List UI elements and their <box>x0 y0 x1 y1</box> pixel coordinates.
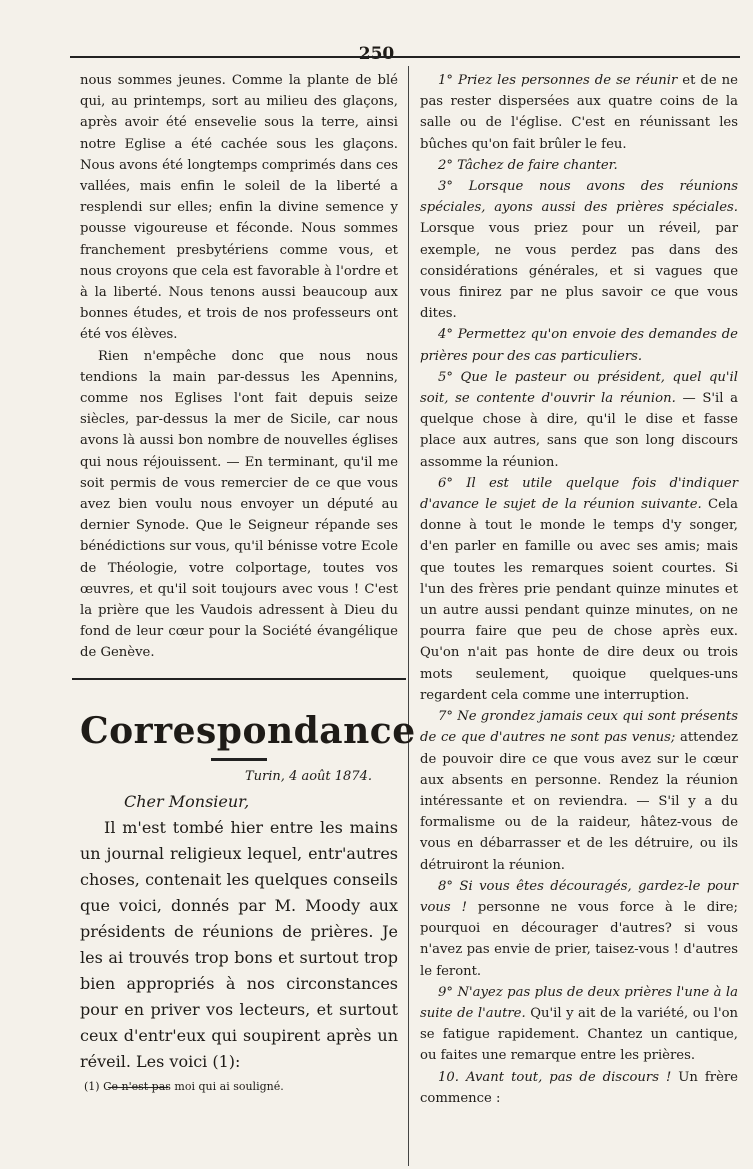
tip-text: personne ne vous force à le dire; pourquoi en décourager d'autres? si vous n'avez pas envie de prier, taisez-vous ! d'autres le feront. <box>420 899 738 979</box>
tip-4 <box>420 324 738 366</box>
tip-text: — S'il a quelque chose à dire, qu'il le dise et fasse place aux autres, sans que son long discours assomme la réunion. <box>420 391 738 470</box>
tip-8 <box>420 876 738 982</box>
tip-lead: 7° Ne grondez jamais ceux qui sont présents de ce que d'autres ne sont pas venus; <box>420 709 738 746</box>
tip-lead: 4° Permettez qu'on envoie des demandes de prières pour des cas particuliers. <box>420 327 738 364</box>
tip-text: Cela donne à tout le monde le temps d'y songer, d'en parler en famille ou avec ses amis; mais que toutes les remarques soient courtes. Si l'un des frères prie pendant quinze minutes et un autre aussi pendant quinze minutes, on ne pourra faire que peu de chose après eux. Qu'on n'ait pas honte de dire deux ou trois mots seulement, quoique quelques-uns regardent cela comme une interruption. <box>420 497 738 703</box>
tip-lead: 8° Si vous êtes découragés, gardez-le pour vous ! <box>420 878 738 915</box>
tip-lead: 5° Que le pasteur ou président, quel qu'il soit, se contente d'ouvrir la réunion. <box>420 369 738 407</box>
column-divider <box>408 66 409 1166</box>
section-title: Correspondance <box>80 709 416 752</box>
section-rule <box>72 678 406 680</box>
title-ornament <box>211 758 267 761</box>
footnote: (1) Ce n'est pas moi qui ai souligné. <box>84 1079 284 1093</box>
letter-body: Il m'est tombé hier entre les mains un journal religieux lequel, entr'autres choses, contenait les quelques conseils que voici, donnés par M. Moody aux présidents de réunions de prières. Je les ai trouvés trop bons et surtout trop bien appropriés à nos circonstances pour en priver vos lecteurs, et surtout ceux d'entr'eux qui soupirent après un réveil. Les voici (1): <box>80 817 398 1071</box>
tip-text: et de ne pas rester dispersées aux quatre coins de la salle ou de l'église. C'est en réunissant les bûches qu'on fait brûler le feu. <box>420 73 738 152</box>
paragraph-2: Rien n'empêche donc que nous nous tendions la main par-dessus les Apennins, comme nos Eglises l'ont fait depuis seize siècles, par-dessus la mer de Sicile, car nous avons là aussi bon nombre de nouvelles églises qui nous réjouissent. — En terminant, qu'il me soit permis de vous remercier de ce que vous avez bien voulu nous envoyer un député au dernier Synode. Que le Seigneur répande ses bénédictions sur vous, qu'il bénisse votre Ecole de Théologie, votre colportage, toutes vos œuvres, et qu'il soit toujours avec vous ! C'est la prière que les Vaudois adressent à Dieu du fond de leur cœur pour la Société évangélique de Genève. <box>80 348 398 661</box>
salutation: Cher Monsieur, <box>124 791 250 811</box>
tip-lead: 2° Tâchez de faire chanter. <box>438 157 618 173</box>
right-column <box>420 70 738 1109</box>
tip-lead: 3° Lorsque nous avons des réunions spéciales, ayons aussi des prières spéciales. <box>420 179 738 216</box>
tip-3 <box>420 176 738 324</box>
header-rule <box>70 56 740 58</box>
tip-text: Un frère commence : <box>420 1069 738 1106</box>
dateline: Turin, 4 août 1874. <box>245 768 372 784</box>
tip-2 <box>420 155 738 176</box>
page-number: 250 <box>358 44 395 64</box>
tip-text: attendez de pouvoir dire ce que vous avez sur le cœur aux absents en personne. Rendez la réunion intéressante et on reviendra. — S'il y a du formalisme ou de la raideur, hâtez-vous de vous en débarrasser et de les détruire, ou ils détruiront la réunion. <box>420 730 738 873</box>
tip-5 <box>420 367 738 473</box>
tip-lead: 6° Il est utile quelque fois d'indiquer d'avance le sujet de la réunion suivante. <box>420 475 738 513</box>
tip-1 <box>420 70 738 155</box>
tip-lead: 9° N'ayez pas plus de deux prières l'une à la suite de l'autre. <box>420 984 738 1021</box>
tip-lead: 1° Priez les personnes de se réunir <box>438 73 678 88</box>
paragraph-1: nous sommes jeunes. Comme la plante de blé qui, au printemps, sort au milieu des glaçons, après avoir été ensevelie sous la terre, ainsi notre Eglise a été cachée sous les glaçons. Nous avons été longtemps comprimés dans ces vallées, mais enfin le soleil de la liberté a resplendi sur elles; enfin la divine semence y pousse vigoureuse et féconde. Nous sommes franchement presbytériens comme vous, et nous croyons que cela est favorable à l'ordre et à la liberté. Nous tenons aussi beaucoup aux bonnes études, et trois de nos professeurs ont été vos élèves. <box>80 73 398 343</box>
tip-text: Lorsque vous priez pour un réveil, par exemple, ne vous perdez pas dans des considérations générales, et si vagues que vous finirez par ne plus savoir ce que vous dites. <box>420 221 738 322</box>
left-column <box>80 70 416 1093</box>
tip-9 <box>420 982 738 1067</box>
tip-7 <box>420 706 738 876</box>
tip-text: Qu'il y ait de la variété, ou l'on se fatigue rapidement. Chantez un cantique, ou faites une remarque entre les prières. <box>420 1005 738 1064</box>
tip-6 <box>420 473 738 706</box>
tip-10 <box>420 1067 738 1109</box>
tip-lead: 10. Avant tout, pas de discours ! <box>438 1069 672 1085</box>
